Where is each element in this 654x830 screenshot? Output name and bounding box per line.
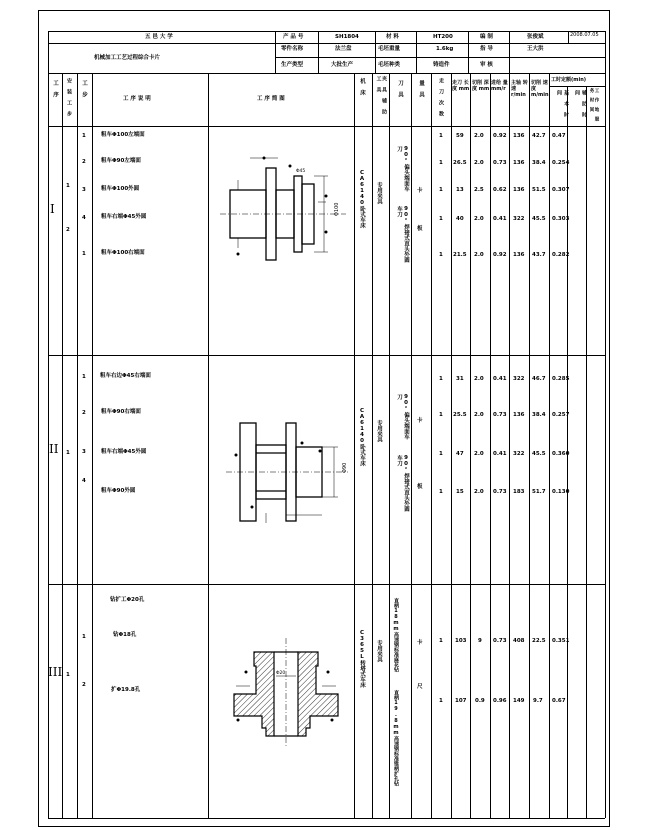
passes: 1 xyxy=(439,187,443,193)
cut-len: 25.5 xyxy=(453,412,467,418)
passes: 1 xyxy=(439,160,443,166)
base-time: 0.282 xyxy=(552,252,570,258)
step-desc: 粗车右端Φ45外圆 xyxy=(101,449,147,455)
col-desc: 工 序 说 明 xyxy=(123,96,151,102)
step-desc: 粗车Φ90左端面 xyxy=(101,158,141,164)
feed: 0.73 xyxy=(493,412,507,418)
passes: 1 xyxy=(439,133,443,139)
step-desc: 钻扩工Φ20孔 xyxy=(110,597,145,603)
tool-name: 90°焊接式直头外圆车刀 xyxy=(396,455,409,512)
rule xyxy=(372,73,373,818)
dimension-label: Φ20 xyxy=(276,671,286,676)
depth: 2.0 xyxy=(474,133,484,139)
step-number: 2 xyxy=(82,159,86,165)
velocity: 38.4 xyxy=(532,160,546,166)
col-vel: 切削 速度 m/min xyxy=(531,80,549,98)
rule xyxy=(318,31,319,73)
passes: 1 xyxy=(439,252,443,258)
rule xyxy=(62,73,63,818)
step-number: 1 xyxy=(82,374,86,380)
step-desc: 粗车右边Φ45右端面 xyxy=(100,373,151,379)
value-material: HT200 xyxy=(433,34,453,40)
col-depth: 切削 深度 mm xyxy=(472,80,490,92)
passes: 1 xyxy=(439,216,443,222)
base-time: 0.360 xyxy=(552,451,570,457)
feed: 0.73 xyxy=(493,638,507,644)
cut-len: 59 xyxy=(456,133,464,139)
label-designer: 编 制 xyxy=(480,34,493,40)
col-gauge: 量 具 xyxy=(418,80,424,97)
cut-len: 107 xyxy=(455,698,467,704)
speed: 183 xyxy=(513,489,525,495)
col-step: 工 步 xyxy=(81,80,87,97)
rule xyxy=(375,31,376,73)
base-time: 0.47 xyxy=(552,133,566,139)
machine-name: CA6140卧式车床 xyxy=(359,408,365,466)
depth: 9 xyxy=(478,638,482,644)
rule xyxy=(208,73,209,818)
gauge-name: 卡 xyxy=(417,640,423,646)
passes: 1 xyxy=(439,489,443,495)
section-roman: I xyxy=(50,202,55,216)
rule xyxy=(275,57,605,58)
install-number: 1 xyxy=(66,672,70,678)
velocity: 22.5 xyxy=(532,638,546,644)
depth: 2.0 xyxy=(474,160,484,166)
step-desc: 粗车Φ100外圆 xyxy=(101,186,140,192)
col-time-header: 工时定额(min) xyxy=(551,77,587,83)
step-desc: 粗车Φ90右端面 xyxy=(101,409,141,415)
col-cut-len: 走刀 长度 mm xyxy=(452,80,470,92)
rule xyxy=(77,73,78,818)
feed: 0.41 xyxy=(493,451,507,457)
card-title: 机械加工工艺过程综合卡片 xyxy=(94,55,161,61)
label-instructor: 指 导 xyxy=(480,46,493,52)
velocity: 46.7 xyxy=(532,376,546,382)
fixture-name: 专用夹具 xyxy=(376,640,382,662)
depth: 2.0 xyxy=(474,376,484,382)
speed: 408 xyxy=(513,638,525,644)
label-product-no: 产 品 号 xyxy=(283,34,304,40)
step-number: 2 xyxy=(82,410,86,416)
feed: 0.92 xyxy=(493,133,507,139)
rule xyxy=(48,31,605,32)
speed: 136 xyxy=(513,412,525,418)
label-production-type: 生产类型 xyxy=(281,62,304,68)
rule xyxy=(549,73,550,818)
school-name: 五 邑 大 学 xyxy=(145,34,173,40)
rule xyxy=(468,31,469,73)
step-number: 2 xyxy=(82,682,86,688)
step-number: 1 xyxy=(82,133,86,139)
gauge-name: 尺 xyxy=(417,684,423,690)
velocity: 9.7 xyxy=(533,698,543,704)
col-machine: 机 床 xyxy=(359,78,365,95)
col-sketch: 工 序 简 图 xyxy=(257,96,285,102)
rule xyxy=(451,73,452,818)
speed: 136 xyxy=(513,160,525,166)
rule xyxy=(48,126,605,127)
process-sketch-2 xyxy=(222,415,352,530)
base-time: 0.303 xyxy=(552,216,570,222)
velocity: 43.7 xyxy=(532,252,546,258)
speed: 136 xyxy=(513,252,525,258)
install-number: 1 xyxy=(66,450,70,456)
speed: 136 xyxy=(513,133,525,139)
rule xyxy=(275,31,276,73)
feed: 0.73 xyxy=(493,489,507,495)
depth: 2.0 xyxy=(474,252,484,258)
rule xyxy=(48,355,605,356)
step-desc: 钻Φ18孔 xyxy=(113,632,137,638)
tool-name: 90°偏头端面车刀 xyxy=(396,146,409,192)
step-number: 1 xyxy=(82,251,86,257)
rule xyxy=(48,818,605,819)
label-reviewer: 审 核 xyxy=(480,62,493,68)
velocity: 51.5 xyxy=(532,187,546,193)
step-desc: 粗车Φ100左端面 xyxy=(101,132,145,138)
step-desc: 粗车右端Φ45外圆 xyxy=(101,214,147,220)
cut-len: 103 xyxy=(455,638,467,644)
passes: 1 xyxy=(439,451,443,457)
passes: 1 xyxy=(439,698,443,704)
feed: 0.92 xyxy=(493,252,507,258)
step-desc: 粗车Φ90外圆 xyxy=(101,488,136,494)
col-fixture: 夹 具 辅 助 工 具 xyxy=(375,76,387,114)
rule xyxy=(509,31,510,73)
step-number: 4 xyxy=(82,215,86,221)
velocity: 38.4 xyxy=(532,412,546,418)
passes: 1 xyxy=(439,376,443,382)
rule xyxy=(431,73,432,818)
speed: 322 xyxy=(513,216,525,222)
rule xyxy=(470,73,471,818)
col-process: 工 序 xyxy=(52,80,58,97)
dimension-label: Φ100 xyxy=(334,202,340,216)
tool-name: 直柄19.8mm高速钢标准锥柄扩孔钻 xyxy=(393,690,399,786)
value-date: 2008.07.05 xyxy=(570,32,599,38)
process-sketch-3 xyxy=(226,636,346,748)
rule xyxy=(354,73,355,818)
cut-len: 21.5 xyxy=(453,252,467,258)
value-designer: 张俊斌 xyxy=(527,34,544,40)
value-instructor: 王大洪 xyxy=(527,46,544,52)
rule xyxy=(48,31,49,818)
tool-name: 90°偏头端面车刀 xyxy=(396,394,409,440)
col-t3: 工 作 地 服 务 时 间 xyxy=(589,88,599,121)
step-desc: 扩Φ19.8孔 xyxy=(111,687,141,693)
velocity: 51.7 xyxy=(532,489,546,495)
rule xyxy=(389,73,390,818)
rule xyxy=(48,584,605,585)
value-product-no: SH1804 xyxy=(335,34,359,40)
velocity: 45.5 xyxy=(532,451,546,457)
depth: 2.0 xyxy=(474,451,484,457)
col-t1: 基 本 时 间 xyxy=(556,90,569,117)
machine-name: C365L转塔式车床 xyxy=(359,630,365,688)
rule xyxy=(509,73,510,818)
gauge-name: 卡 xyxy=(417,418,423,424)
rule xyxy=(48,43,605,44)
section-roman: II xyxy=(49,442,59,456)
feed: 0.73 xyxy=(493,160,507,166)
feed: 0.62 xyxy=(493,187,507,193)
speed: 149 xyxy=(513,698,525,704)
gauge-name: 板 xyxy=(417,226,423,232)
cut-len: 40 xyxy=(456,216,464,222)
process-sketch-1 xyxy=(218,150,348,270)
base-time: 0.351 xyxy=(552,638,570,644)
depth: 0.9 xyxy=(475,698,485,704)
rule xyxy=(416,31,417,73)
rule xyxy=(92,73,93,818)
base-time: 0.67 xyxy=(552,698,566,704)
feed: 0.41 xyxy=(493,376,507,382)
step-number: 4 xyxy=(82,478,86,484)
base-time: 0.307 xyxy=(552,187,570,193)
install-number: 2 xyxy=(66,227,70,233)
depth: 2.0 xyxy=(474,489,484,495)
step-number: 3 xyxy=(82,449,86,455)
tool-name: 直柄18mm高速钢标准麻花钻 xyxy=(393,598,399,672)
base-time: 0.130 xyxy=(552,489,570,495)
value-blank-weight: 1.6kg xyxy=(436,46,454,52)
speed: 136 xyxy=(513,187,525,193)
dimension-label: Φ90 xyxy=(342,462,348,473)
label-blank-weight: 毛坯重量 xyxy=(378,46,401,52)
label-material: 材 料 xyxy=(386,34,399,40)
fixture-name: 专用夹具 xyxy=(376,420,382,442)
gauge-name: 板 xyxy=(417,484,423,490)
step-number: 3 xyxy=(82,187,86,193)
feed: 0.96 xyxy=(493,698,507,704)
depth: 2.0 xyxy=(474,216,484,222)
speed: 322 xyxy=(513,376,525,382)
cut-len: 15 xyxy=(456,489,464,495)
base-time: 0.257 xyxy=(552,412,570,418)
passes: 1 xyxy=(439,412,443,418)
cut-len: 47 xyxy=(456,451,464,457)
cut-len: 31 xyxy=(456,376,464,382)
passes: 1 xyxy=(439,638,443,644)
label-part-name: 零件名称 xyxy=(281,46,304,52)
label-blank-kind: 毛坯种类 xyxy=(378,62,401,68)
rule xyxy=(586,86,587,818)
rule xyxy=(568,31,569,43)
feed: 0.41 xyxy=(493,216,507,222)
col-tool: 刀 具 xyxy=(397,80,403,97)
rule xyxy=(549,86,605,87)
value-part-name: 法兰盘 xyxy=(335,46,352,52)
col-t2: 辅 助 时 间 xyxy=(574,90,587,117)
install-number: 1 xyxy=(66,183,70,189)
cut-len: 13 xyxy=(456,187,464,193)
value-production-type: 大批生产 xyxy=(331,62,354,68)
fixture-name: 专用夹具 xyxy=(376,182,382,204)
col-speed: 主轴 转速 r/min xyxy=(511,80,528,98)
rule xyxy=(490,73,491,818)
rule xyxy=(48,73,605,74)
step-desc: 粗车Φ100右端面 xyxy=(101,250,145,256)
rule xyxy=(605,31,606,818)
depth: 2.5 xyxy=(474,187,484,193)
gauge-name: 卡 xyxy=(417,188,423,194)
dimension-label: Φ45 xyxy=(296,169,306,174)
rule xyxy=(529,73,530,818)
base-time: 0.254 xyxy=(552,160,570,166)
base-time: 0.285 xyxy=(552,376,570,382)
step-number: 1 xyxy=(82,634,86,640)
section-roman: III xyxy=(48,665,63,679)
col-install: 安 装 工 步 xyxy=(66,78,72,116)
velocity: 42.7 xyxy=(532,133,546,139)
depth: 2.0 xyxy=(474,412,484,418)
rule xyxy=(411,73,412,818)
col-feed: 进给 量 mm/r xyxy=(491,80,508,92)
velocity: 45.5 xyxy=(532,216,546,222)
value-blank-kind: 铸造件 xyxy=(433,62,450,68)
col-passes: 走 刀 次 数 xyxy=(438,78,444,116)
machine-name: CA6140卧式车床 xyxy=(359,170,365,228)
cut-len: 26.5 xyxy=(453,160,467,166)
tool-name: 90°焊接式直头外圆车刀 xyxy=(396,206,409,263)
speed: 322 xyxy=(513,451,525,457)
